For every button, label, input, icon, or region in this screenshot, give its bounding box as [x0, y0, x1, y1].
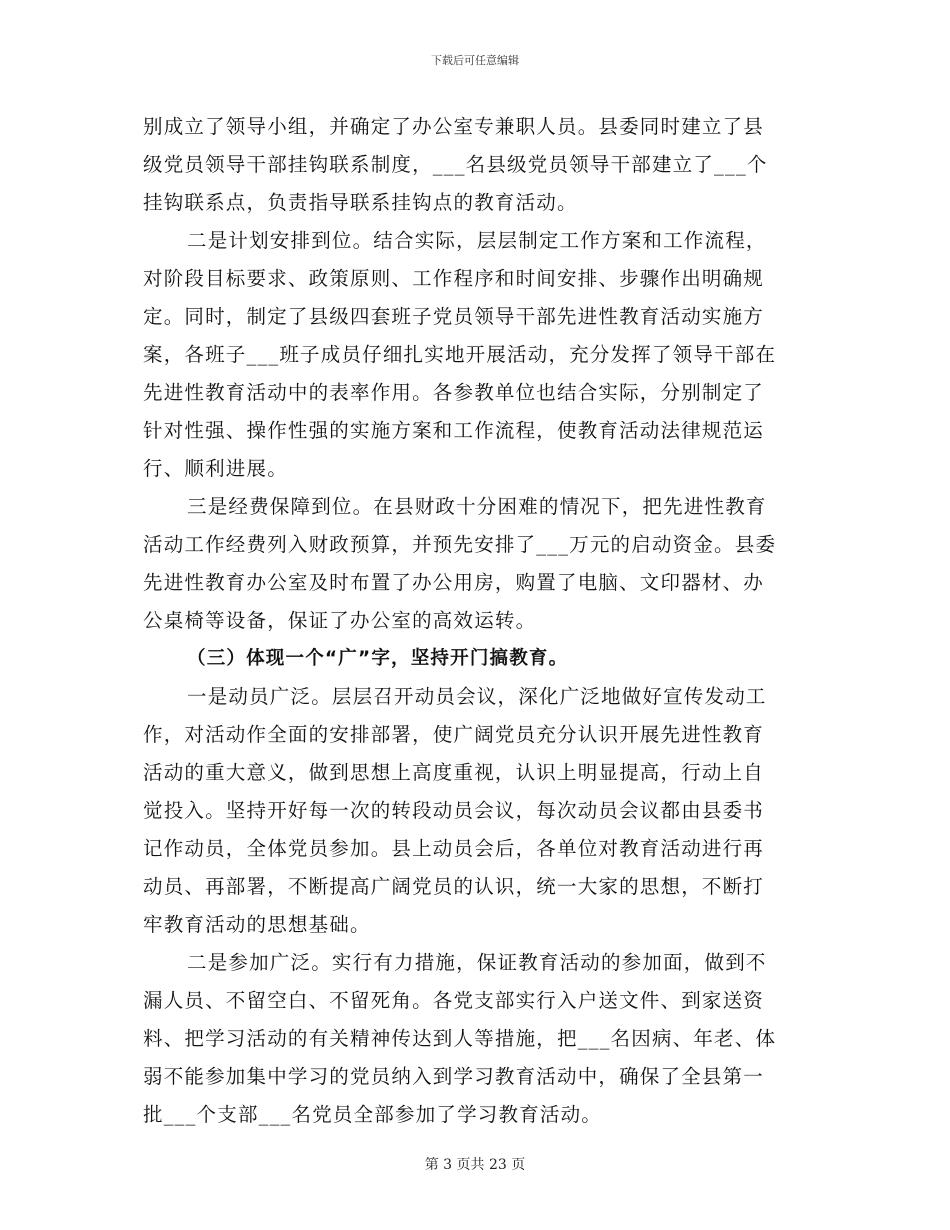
body-line: 动员、再部署，不断提高广阔党员的认识，统一大家的思想，不断打 — [143, 875, 765, 898]
body-line: 案，各班子___班子成员仔细扎实地开展活动，充分发挥了领导干部在 — [143, 343, 777, 366]
body-line: 活动工作经费列入财政预算，并预先安排了___万元的启动资金。县委 — [143, 533, 777, 556]
body-line: 先进性教育办公室及时布置了办公用房，购置了电脑、文印器材、办 — [143, 571, 765, 594]
body-line: 弱不能参加集中学习的党员纳入到学习教育活动中，确保了全县第一 — [143, 1065, 765, 1088]
page-number: 第 3 页共 23 页 — [424, 1157, 526, 1173]
body-line: 行、顺利进展。 — [143, 457, 288, 480]
body-line: 对阶段目标要求、政策原则、工作程序和时间安排、步骤作出明确规 — [143, 267, 765, 290]
body-line: 别成立了领导小组，并确定了办公室专兼职人员。县委同时建立了县 — [143, 115, 765, 138]
body-line: 定。同时，制定了县级四套班子党员领导干部先进性教育活动实施方 — [143, 305, 765, 328]
body-line: 针对性强、操作性强的实施方案和工作流程，使教育活动法律规范运 — [143, 419, 765, 442]
paragraph-start-line: 三是经费保障到位。在县财政十分困难的情况下，把先进性教育 — [187, 495, 767, 518]
body-line: 批___个支部___名党员全部参加了学习教育活动。 — [143, 1103, 603, 1126]
section-heading: （三）体现一个“广”字，坚持开门搞教育。 — [187, 648, 569, 669]
page-header: 下载后可任意编辑 — [431, 54, 519, 67]
body-line: 公桌椅等设备，保证了办公室的高效运转。 — [143, 609, 537, 632]
paragraph-start-line: 一是动员广泛。层层召开动员会议，深化广泛地做好宣传发动工 — [187, 685, 767, 708]
body-line: 料、把学习活动的有关精神传达到人等措施，把___名因病、年老、体 — [143, 1027, 777, 1050]
body-line: 挂钩联系点，负责指导联系挂钩点的教育活动。 — [143, 191, 578, 214]
body-line: 漏人员、不留空白、不留死角。各党支部实行入户送文件、到家送资 — [143, 989, 765, 1012]
body-line: 活动的重大意义，做到思想上高度重视，认识上明显提高，行动上自 — [143, 761, 765, 784]
body-line: 牢教育活动的思想基础。 — [143, 913, 371, 936]
paragraph-start-line: 二是参加广泛。实行有力措施，保证教育活动的参加面，做到不 — [187, 951, 767, 974]
paragraph-start-line: 二是计划安排到位。结合实际，层层制定工作方案和工作流程， — [187, 229, 767, 252]
body-line: 作，对活动作全面的安排部署，使广阔党员充分认识开展先进性教育 — [143, 723, 765, 746]
document-body — [143, 108, 811, 1134]
body-line: 级党员领导干部挂钩联系制度，___名县级党员领导干部建立了___个 — [143, 153, 768, 176]
body-line: 记作动员，全体党员参加。县上动员会后，各单位对教育活动进行再 — [143, 837, 765, 860]
body-line: 先进性教育活动中的表率作用。各参教单位也结合实际，分别制定了 — [143, 381, 765, 404]
body-line: 觉投入。坚持开好每一次的转段动员会议，每次动员会议都由县委书 — [143, 799, 765, 822]
